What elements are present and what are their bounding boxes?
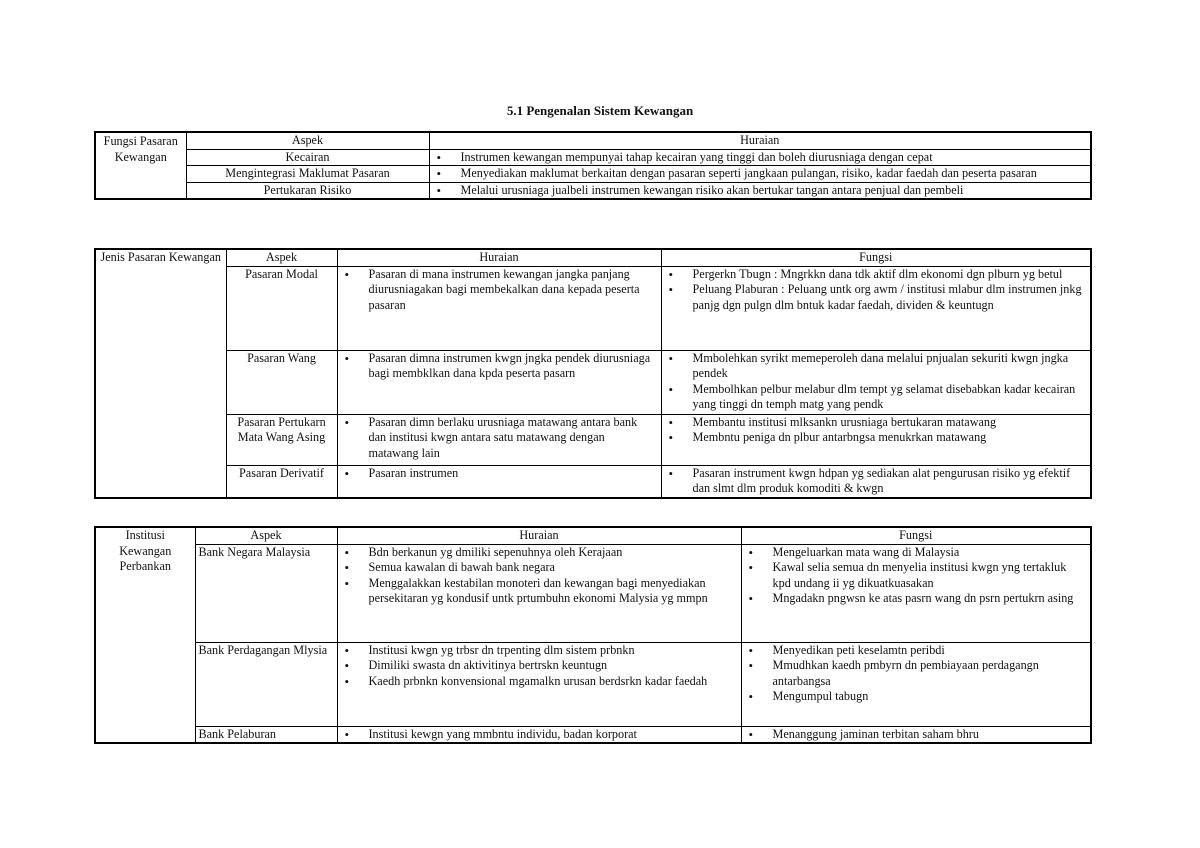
fungsi-cell bbox=[741, 642, 1091, 726]
fungsi-cell bbox=[661, 465, 1091, 498]
table-label: Institusi Kewangan Perbankan bbox=[95, 527, 195, 743]
huraian-cell bbox=[337, 414, 661, 465]
list-item: • Membntu peniga dn plbur antarbngsa menukrkan matawang bbox=[693, 430, 1088, 446]
column-header-huraian: Huraian bbox=[337, 249, 661, 266]
aspek-cell: Pasaran Pertukarn Mata Wang Asing bbox=[226, 414, 337, 465]
huraian-cell bbox=[429, 182, 1091, 199]
column-header-aspek: Aspek bbox=[186, 132, 429, 149]
list-item: • Pasaran di mana instrumen kewangan jangka panjang diurusniagakan bagi membekalkan dana kepada peserta pasaran bbox=[369, 267, 658, 314]
huraian-cell bbox=[337, 544, 741, 642]
list-item: • Mngadakn pngwsn ke atas pasrn wang dn psrn pertukrn asing bbox=[773, 591, 1088, 607]
list-item: • Membolhkan pelbur melabur dlm tempt yg selamat disebabkan kadar kecairan yang tinggi dn temph matg yang pendk bbox=[693, 382, 1088, 413]
aspek-cell: Kecairan bbox=[186, 149, 429, 166]
list-item: • Kawal selia semua dn menyelia institusi kwgn yng tertakluk kpd undang ii yg dikuatkuasakan bbox=[773, 560, 1088, 591]
fungsi-cell bbox=[661, 414, 1091, 465]
list-item: • Mmbolehkan syrikt memeperoleh dana melalui pnjualan sekuriti kwgn jngka pendek bbox=[693, 351, 1088, 382]
table-label: Fungsi Pasaran Kewangan bbox=[95, 132, 186, 199]
page-title: 5.1 Pengenalan Sistem Kewangan bbox=[506, 103, 694, 118]
list-item: • Institusi kwgn yg trbsr dn trpenting dlm sistem prbnkn bbox=[369, 643, 738, 659]
list-item: • Menyedikan peti keselamtn peribdi bbox=[773, 643, 1088, 659]
aspek-cell: Pasaran Wang bbox=[226, 350, 337, 414]
huraian-cell bbox=[429, 166, 1091, 183]
list-item: • Pasaran instrument kwgn hdpan yg sediakan alat pengurusan risiko yg efektif dan slmt dlm produk komoditi & kwgn bbox=[693, 466, 1088, 497]
aspek-cell: Bank Pelaburan bbox=[195, 726, 337, 743]
list-item: • Instrumen kewangan mempunyai tahap kecairan yang tinggi dan boleh diurusniaga dengan cepat bbox=[461, 150, 1088, 166]
list-item: • Mengumpul tabugn bbox=[773, 689, 1088, 705]
aspek-cell: Mengintegrasi Maklumat Pasaran bbox=[186, 166, 429, 183]
list-item: • Menanggung jaminan terbitan saham bhru bbox=[773, 727, 1088, 743]
aspek-cell: Pasaran Modal bbox=[226, 266, 337, 350]
list-item: • Membantu institusi mlksankn urusniaga bertukaran matawang bbox=[693, 415, 1088, 431]
list-item: • Menyediakan maklumat berkaitan dengan pasaran seperti jangkaan pulangan, risiko, kadar faedah dan peserta pasaran bbox=[461, 166, 1088, 182]
list-item: • Pasaran dimn berlaku urusniaga matawang antara bank dan institusi kwgn antara satu matawang dengan matawang lain bbox=[369, 415, 658, 462]
column-header-fungsi: Fungsi bbox=[661, 249, 1091, 266]
table-label: Jenis Pasaran Kewangan bbox=[95, 249, 226, 498]
list-item: • Semua kawalan di bawah bank negara bbox=[369, 560, 738, 576]
list-item: • Kaedh prbnkn konvensional mgamalkn urusan berdsrkn kadar faedah bbox=[369, 674, 738, 690]
list-item: • Mmudhkan kaedh pmbyrn dn pembiayaan perdagangn antarbangsa bbox=[773, 658, 1088, 689]
column-header-aspek: Aspek bbox=[226, 249, 337, 266]
huraian-cell bbox=[337, 350, 661, 414]
list-item: • Dimiliki swasta dn aktivitinya bertrskn keuntugn bbox=[369, 658, 738, 674]
list-item: • Institusi kewgn yang mmbntu individu, badan korporat bbox=[369, 727, 738, 743]
list-item: • Pasaran dimna instrumen kwgn jngka pendek diurusniaga bagi membklkan dana kpda peserta pasarn bbox=[369, 351, 658, 382]
column-header-fungsi: Fungsi bbox=[741, 527, 1091, 544]
fungsi-cell bbox=[741, 726, 1091, 743]
huraian-cell bbox=[337, 465, 661, 498]
list-item: • Bdn berkanun yg dmiliki sepenuhnya oleh Kerajaan bbox=[369, 545, 738, 561]
jenis-pasaran-table bbox=[94, 248, 1092, 499]
huraian-cell bbox=[337, 266, 661, 350]
aspek-cell: Pasaran Derivatif bbox=[226, 465, 337, 498]
fungsi-cell bbox=[661, 350, 1091, 414]
institusi-kewangan-table bbox=[94, 526, 1092, 744]
fungsi-cell bbox=[661, 266, 1091, 350]
list-item: • Melalui urusniaga jualbeli instrumen kewangan risiko akan bertukar tangan antara penjual dan pembeli bbox=[461, 183, 1088, 199]
huraian-cell bbox=[337, 642, 741, 726]
list-item: • Mengeluarkan mata wang di Malaysia bbox=[773, 545, 1088, 561]
column-header-huraian: Huraian bbox=[337, 527, 741, 544]
list-item: • Menggalakkan kestabilan monoteri dan kewangan bagi menyediakan persekitaran yg kondusif untk prtumbuhn ekonomi Malysia yg mmpn bbox=[369, 576, 738, 607]
aspek-cell: Bank Perdagangan Mlysia bbox=[195, 642, 337, 726]
list-item: • Pergerkn Tbugn : Mngrkkn dana tdk aktif dlm ekonomi dgn plburn yg betul bbox=[693, 267, 1088, 283]
huraian-cell bbox=[429, 149, 1091, 166]
aspek-cell: Pertukaran Risiko bbox=[186, 182, 429, 199]
column-header-huraian: Huraian bbox=[429, 132, 1091, 149]
column-header-aspek: Aspek bbox=[195, 527, 337, 544]
list-item: • Peluang Plaburan : Peluang untk org awm / institusi mlabur dlm instrumen jnkg panjg dgn pulgn dlm bntuk kadar faedah, dividen & keuntugn bbox=[693, 282, 1088, 313]
fungsi-cell bbox=[741, 544, 1091, 642]
list-item: • Pasaran instrumen bbox=[369, 466, 658, 482]
fungsi-pasaran-table bbox=[94, 131, 1092, 200]
aspek-cell: Bank Negara Malaysia bbox=[195, 544, 337, 642]
huraian-cell bbox=[337, 726, 741, 743]
